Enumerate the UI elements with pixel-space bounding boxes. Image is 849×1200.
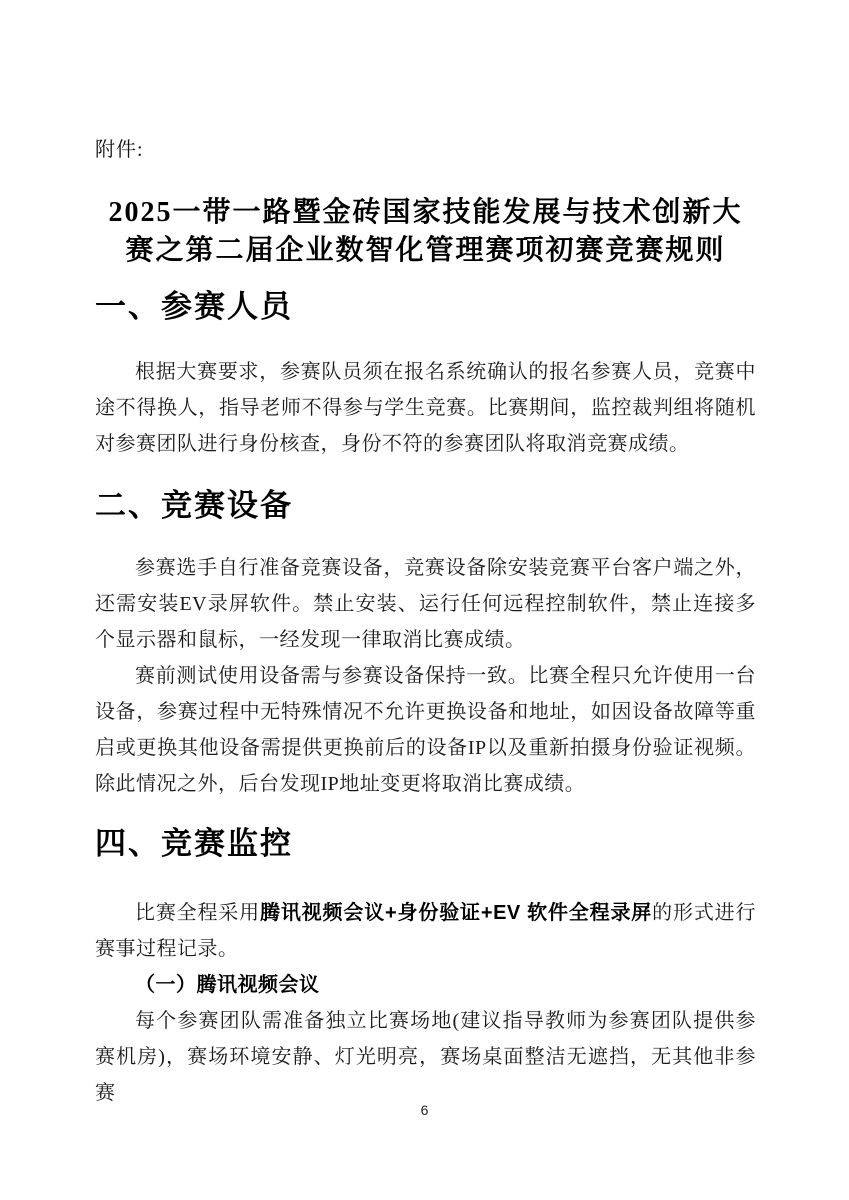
monitoring-paragraph-suffix: 的形式进行赛事过程记录。 [95,902,756,960]
monitoring-paragraph-prefix: 比赛全程采用 [135,902,261,924]
monitoring-paragraph [95,895,756,967]
equipment-paragraph-1: 参赛选手自行准备竞赛设备，竞赛设备除安装竞赛平台客户端之外，还需安装EV录屏软件。禁止安装、运行任何远程控制软件，禁止连接多个显示器和鼠标，一经发现一律取消比赛成绩。 [95,557,756,651]
section-heading-equipment: 二、竞赛设备 [95,488,293,523]
participants-paragraph: 根据大赛要求，参赛队员须在报名系统确认的报名参赛人员，竞赛中途不得换人，指导老师不得参与学生竞赛。比赛期间，监控裁判组将随机对参赛团队进行身份核查，身份不符的参赛团队将取消竞赛成绩。 [95,361,756,455]
monitoring-paragraph-bold: 腾讯视频会议+身份验证+EV 软件全程录屏 [260,902,653,924]
equipment-paragraph-2: 赛前测试使用设备需与参赛设备保持一致。比赛全程只允许使用一台设备，参赛过程中无特殊情况不允许更换设备和地址，如因设备故障等重启或更换其他设备需提供更换前后的设备IP以及重新拍摄身份验证视频。除此情况之外，后台发现IP地址变更将取消比赛成绩。 [95,665,756,795]
section-heading-monitoring: 四、竞赛监控 [95,826,293,861]
section-heading-participants: 一、参赛人员 [95,289,293,324]
page-number: 6 [420,1102,429,1118]
document-title: 2025一带一路暨金砖国家技能发展与技术创新大赛之第二届企业数智化管理赛项初赛竞赛规则 [108,197,743,266]
attachment-label: 附件: [95,139,144,161]
tencent-meeting-paragraph: 每个参赛团队需准备独立比赛场地(建议指导教师为参赛团队提供参赛机房)，赛场环境安静、灯光明亮，赛场桌面整洁无遮挡，无其他非参赛 [95,1010,756,1104]
document-content [95,138,756,1111]
subsection-heading-tencent-meeting: （一）腾讯视频会议 [135,974,320,996]
